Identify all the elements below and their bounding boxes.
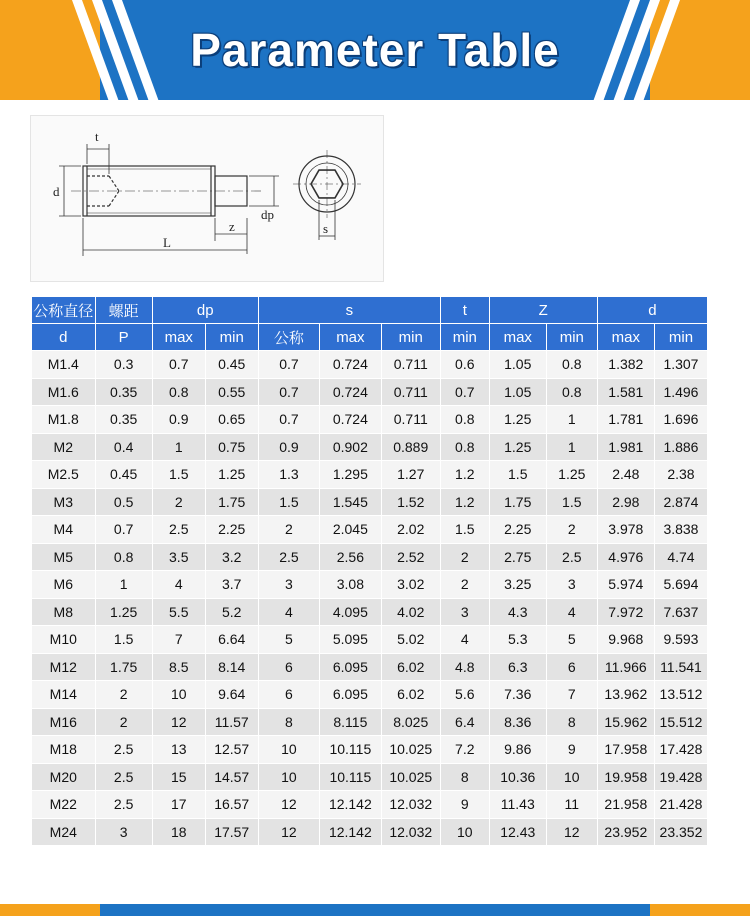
table-cell: 2.98 [597,488,654,516]
table-subheader-row [32,324,708,351]
table-cell: 3.978 [597,516,654,544]
table-cell: 10.025 [381,763,440,791]
table-cell: 3.25 [489,571,546,599]
table-cell: 0.35 [95,378,152,406]
table-cell: 2.045 [320,516,381,544]
subheader-s-nominal: 公称 [258,324,319,351]
table-cell: 5.974 [597,571,654,599]
table-cell: 2.5 [152,516,205,544]
table-cell: 2.25 [489,516,546,544]
table-row [32,818,708,846]
table-row [32,543,708,571]
table-cell: 0.7 [440,378,489,406]
table-cell-size: M22 [32,791,96,819]
table-cell: 5.5 [152,598,205,626]
table-cell: 2.56 [320,543,381,571]
table-cell: 10.36 [489,763,546,791]
table-cell: 3.838 [654,516,707,544]
set-screw-drawing [31,116,383,281]
table-cell: 13 [152,736,205,764]
table-cell: 2.25 [205,516,258,544]
table-cell: 5.2 [205,598,258,626]
table-cell-size: M14 [32,681,96,709]
table-cell: 15.962 [597,708,654,736]
table-cell: 3.08 [320,571,381,599]
table-cell: 2 [440,543,489,571]
table-cell: 5 [258,626,319,654]
table-cell: 0.8 [95,543,152,571]
table-cell: 1.5 [258,488,319,516]
label-dp: dp [261,207,274,222]
table-cell: 0.8 [440,433,489,461]
table-cell: 12.142 [320,791,381,819]
table-cell: 6.4 [440,708,489,736]
table-cell: 1.696 [654,406,707,434]
table-row [32,626,708,654]
table-cell: 4 [258,598,319,626]
table-cell: 7.972 [597,598,654,626]
table-cell: 8 [546,708,597,736]
table-cell: 5.095 [320,626,381,654]
table-cell: 3 [258,571,319,599]
table-cell: 8 [440,763,489,791]
table-row [32,708,708,736]
table-cell: 0.8 [546,378,597,406]
table-cell: 0.7 [258,406,319,434]
table-cell-size: M16 [32,708,96,736]
table-cell: 13.962 [597,681,654,709]
table-cell: 4.8 [440,653,489,681]
table-row [32,763,708,791]
table-cell: 12.032 [381,791,440,819]
table-cell: 6 [546,653,597,681]
table-cell: 1 [95,571,152,599]
table-cell: 0.7 [258,351,319,379]
table-cell: 1 [546,433,597,461]
table-cell: 1.25 [95,598,152,626]
subheader-p: P [95,324,152,351]
table-cell: 1.25 [546,461,597,489]
table-cell: 0.724 [320,351,381,379]
table-cell: 2.48 [597,461,654,489]
table-cell: 2.02 [381,516,440,544]
table-cell: 5.6 [440,681,489,709]
table-cell: 9 [440,791,489,819]
table-cell: 2.52 [381,543,440,571]
table-cell: 10 [258,736,319,764]
header-d: d [597,297,707,324]
footer-bar [0,904,750,916]
table-cell: 0.902 [320,433,381,461]
table-cell: 1.581 [597,378,654,406]
table-cell: 2.874 [654,488,707,516]
table-cell: 9 [546,736,597,764]
subheader-d: d [32,324,96,351]
table-cell: 0.65 [205,406,258,434]
table-cell: 6.02 [381,681,440,709]
table-cell: 1.75 [205,488,258,516]
table-cell-size: M12 [32,653,96,681]
table-cell: 9.968 [597,626,654,654]
table-cell: 0.8 [546,351,597,379]
table-cell: 1.5 [489,461,546,489]
table-cell: 5.3 [489,626,546,654]
table-cell: 2 [440,571,489,599]
table-cell: 8.025 [381,708,440,736]
label-d: d [53,184,60,199]
table-cell: 0.711 [381,351,440,379]
table-row [32,488,708,516]
table-cell: 2.5 [95,763,152,791]
table-cell: 5.02 [381,626,440,654]
table-cell: 1.5 [95,626,152,654]
label-L: L [163,235,171,250]
table-cell: 0.7 [95,516,152,544]
table-cell: 17 [152,791,205,819]
table-cell: 1.3 [258,461,319,489]
table-cell-size: M6 [32,571,96,599]
table-cell: 0.35 [95,406,152,434]
table-cell: 12.43 [489,818,546,846]
table-cell-size: M24 [32,818,96,846]
table-cell: 0.45 [205,351,258,379]
table-row [32,681,708,709]
table-cell-size: M2.5 [32,461,96,489]
table-cell: 0.4 [95,433,152,461]
table-cell: 14.57 [205,763,258,791]
table-cell: 3.5 [152,543,205,571]
table-cell: 0.55 [205,378,258,406]
table-cell: 7.637 [654,598,707,626]
header-z: Z [489,297,597,324]
table-cell: 1.25 [489,433,546,461]
table-cell: 7 [152,626,205,654]
table-row [32,351,708,379]
screw-side-view [71,166,263,216]
table-cell: 18 [152,818,205,846]
table-cell: 8 [258,708,319,736]
table-cell-size: M2 [32,433,96,461]
table-cell: 9.64 [205,681,258,709]
table-cell: 4.3 [489,598,546,626]
table-cell: 15.512 [654,708,707,736]
table-header-row [32,297,708,324]
table-cell: 17.958 [597,736,654,764]
table-cell-size: M4 [32,516,96,544]
table-cell: 0.711 [381,378,440,406]
table-cell-size: M3 [32,488,96,516]
table-cell: 1.307 [654,351,707,379]
table-cell: 6.3 [489,653,546,681]
table-cell: 10 [546,763,597,791]
table-cell: 1.25 [489,406,546,434]
subheader-dp-min: min [205,324,258,351]
table-cell: 10 [258,763,319,791]
table-cell: 0.7 [152,351,205,379]
table-cell: 12 [258,791,319,819]
table-cell: 6.02 [381,653,440,681]
table-cell-size: M18 [32,736,96,764]
table-cell: 4.976 [597,543,654,571]
table-cell: 2 [152,488,205,516]
table-cell: 17.57 [205,818,258,846]
table-cell: 10 [152,681,205,709]
subheader-dp-max: max [152,324,205,351]
table-row [32,571,708,599]
table-cell: 7.2 [440,736,489,764]
table-cell: 12 [152,708,205,736]
table-cell: 0.3 [95,351,152,379]
table-cell-size: M1.6 [32,378,96,406]
table-cell: 4.095 [320,598,381,626]
table-cell: 8.14 [205,653,258,681]
header-t: t [440,297,489,324]
footer-left-accent [0,904,100,916]
table-cell: 1.5 [546,488,597,516]
table-row [32,736,708,764]
table-cell: 11.43 [489,791,546,819]
table-row [32,791,708,819]
label-z: z [229,219,235,234]
table-cell: 10.025 [381,736,440,764]
table-cell: 15 [152,763,205,791]
table-cell: 1.382 [597,351,654,379]
label-s: s [323,221,329,236]
table-cell: 21.958 [597,791,654,819]
table-cell: 2.38 [654,461,707,489]
table-cell: 0.45 [95,461,152,489]
table-cell: 19.428 [654,763,707,791]
table-cell: 4 [152,571,205,599]
table-cell: 6 [258,681,319,709]
table-cell: 0.9 [152,406,205,434]
header-nominal-diameter: 公称直径 [32,297,96,324]
table-cell: 0.724 [320,406,381,434]
table-cell-size: M20 [32,763,96,791]
table-row [32,461,708,489]
table-row [32,406,708,434]
table-cell: 2.5 [546,543,597,571]
header-banner [0,0,750,100]
subheader-d-min: min [654,324,707,351]
table-cell: 4.02 [381,598,440,626]
table-cell: 2.5 [95,736,152,764]
table-cell-size: M1.8 [32,406,96,434]
table-cell: 2 [258,516,319,544]
table-cell: 2.5 [258,543,319,571]
table-cell: 4.74 [654,543,707,571]
table-cell: 1.52 [381,488,440,516]
table-cell: 1 [546,406,597,434]
table-row [32,378,708,406]
table-cell: 0.8 [152,378,205,406]
table-cell: 1.75 [489,488,546,516]
table-cell: 11.541 [654,653,707,681]
table-cell: 6 [258,653,319,681]
table-cell: 6.64 [205,626,258,654]
table-cell: 0.5 [95,488,152,516]
table-cell: 1.5 [440,516,489,544]
table-cell: 1.2 [440,488,489,516]
table-cell: 1.27 [381,461,440,489]
header-dp: dp [152,297,258,324]
table-cell: 4 [440,626,489,654]
table-row [32,433,708,461]
table-cell: 8.5 [152,653,205,681]
table-cell: 11.966 [597,653,654,681]
table-cell: 3 [546,571,597,599]
table-cell: 0.724 [320,378,381,406]
table-cell: 1 [152,433,205,461]
table-cell-size: M5 [32,543,96,571]
header-pitch: 螺距 [95,297,152,324]
subheader-d-max: max [597,324,654,351]
table-cell: 0.889 [381,433,440,461]
table-cell: 7 [546,681,597,709]
table-cell: 0.8 [440,406,489,434]
table-row [32,516,708,544]
table-cell: 3.7 [205,571,258,599]
table-cell: 11.57 [205,708,258,736]
table-cell: 3 [95,818,152,846]
table-cell: 2 [95,681,152,709]
page-title: Parameter Table [190,24,560,76]
technical-drawing [30,115,384,282]
subheader-z-min: min [546,324,597,351]
table-cell: 9.593 [654,626,707,654]
table-cell: 1.5 [152,461,205,489]
table-cell: 12 [258,818,319,846]
table-cell: 2.5 [95,791,152,819]
table-cell: 6.095 [320,653,381,681]
table-cell: 8.115 [320,708,381,736]
table-cell: 1.781 [597,406,654,434]
table-cell: 17.428 [654,736,707,764]
table-cell: 2 [95,708,152,736]
table-cell: 19.958 [597,763,654,791]
table-cell: 10 [440,818,489,846]
table-cell: 0.75 [205,433,258,461]
table-cell: 1.545 [320,488,381,516]
table-cell: 3 [440,598,489,626]
table-cell: 10.115 [320,736,381,764]
table-cell: 13.512 [654,681,707,709]
parameter-table [31,296,708,846]
table-cell: 3.2 [205,543,258,571]
table-cell: 0.9 [258,433,319,461]
table-cell: 1.2 [440,461,489,489]
table-cell: 1.05 [489,351,546,379]
table-cell: 2.75 [489,543,546,571]
subheader-t-min: min [440,324,489,351]
table-cell: 12.57 [205,736,258,764]
table-row [32,598,708,626]
table-row [32,653,708,681]
table-cell: 5.694 [654,571,707,599]
table-cell: 23.952 [597,818,654,846]
table-cell: 1.295 [320,461,381,489]
table-cell: 12.032 [381,818,440,846]
table-cell: 6.095 [320,681,381,709]
table-cell: 10.115 [320,763,381,791]
subheader-s-min: min [381,324,440,351]
subheader-z-max: max [489,324,546,351]
table-cell: 1.75 [95,653,152,681]
table-cell: 12.142 [320,818,381,846]
table-cell: 1.981 [597,433,654,461]
table-cell: 9.86 [489,736,546,764]
table-cell-size: M8 [32,598,96,626]
table-cell: 21.428 [654,791,707,819]
table-cell: 1.496 [654,378,707,406]
table-cell-size: M10 [32,626,96,654]
table-cell: 5 [546,626,597,654]
subheader-s-max: max [320,324,381,351]
table-cell-size: M1.4 [32,351,96,379]
header-s: s [258,297,440,324]
table-cell: 16.57 [205,791,258,819]
table-cell: 7.36 [489,681,546,709]
table-cell: 23.352 [654,818,707,846]
table-cell: 8.36 [489,708,546,736]
label-t: t [95,129,99,144]
table-cell: 3.02 [381,571,440,599]
table-cell: 0.7 [258,378,319,406]
table-cell: 2 [546,516,597,544]
table-cell: 1.25 [205,461,258,489]
footer-right-accent [650,904,750,916]
table-cell: 12 [546,818,597,846]
table-cell: 11 [546,791,597,819]
table-cell: 4 [546,598,597,626]
table-cell: 0.711 [381,406,440,434]
table-cell: 0.6 [440,351,489,379]
table-cell: 1.05 [489,378,546,406]
table-cell: 1.886 [654,433,707,461]
table-body [32,351,708,846]
